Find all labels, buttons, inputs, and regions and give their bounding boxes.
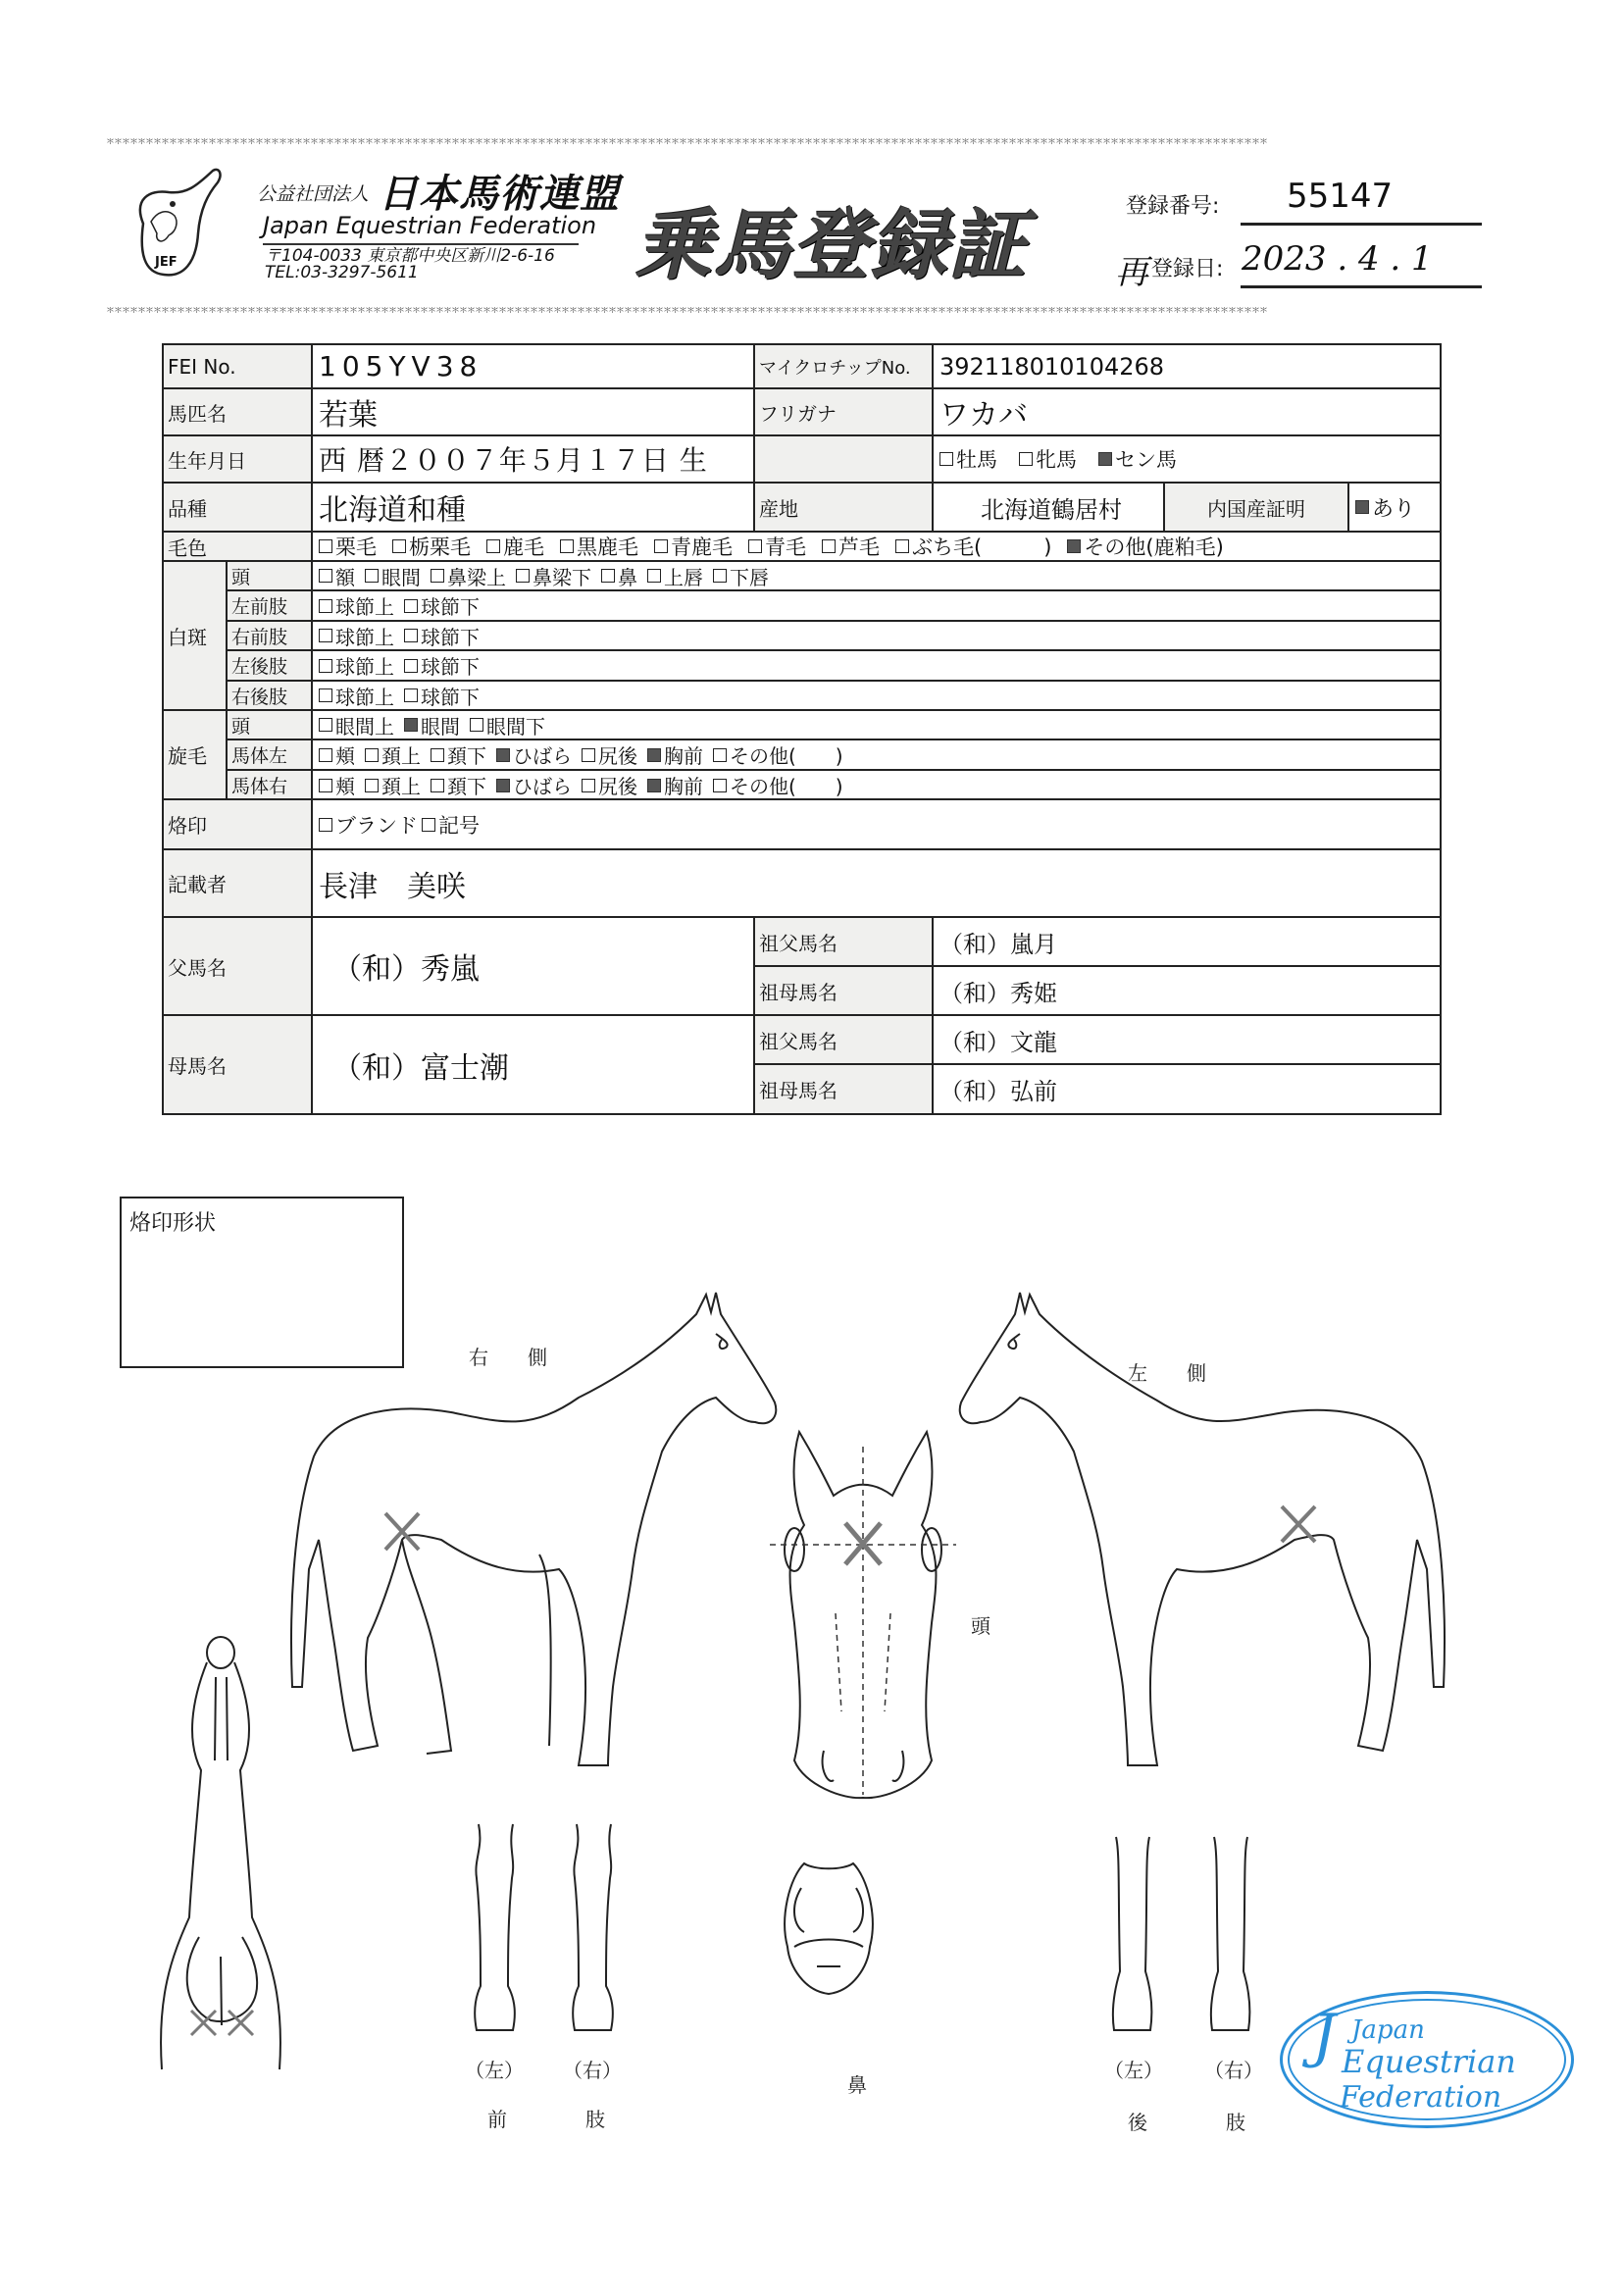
checkbox-icon[interactable] (319, 629, 332, 642)
foreleg-right-label: （右） (563, 2059, 622, 2082)
checkbox-icon[interactable] (516, 569, 530, 583)
brand-option-list (319, 810, 483, 840)
checkbox-icon[interactable] (404, 599, 418, 613)
white-mark-option[interactable] (365, 562, 421, 590)
checkbox-icon[interactable] (496, 748, 510, 762)
recorder-label: 記載者 (162, 848, 313, 918)
sire-granddam: （和）秀姫 (932, 965, 1442, 1016)
white-mark-row (311, 680, 1442, 711)
domestic-cert-value: あり (1372, 496, 1416, 522)
white-mark-option[interactable] (319, 622, 394, 650)
white-mark-option[interactable] (404, 622, 480, 650)
brand-shape-label: 烙印形状 (129, 1211, 217, 1236)
white-mark-row (311, 649, 1442, 682)
hindleg-left-label: （左） (1104, 2059, 1163, 2082)
white-mark-part-label: 頭 (226, 560, 313, 591)
coat-option[interactable] (654, 532, 733, 561)
dam-grandsire-label: 祖父馬名 (753, 1014, 934, 1065)
checkbox-icon[interactable] (319, 818, 332, 832)
stamp-big-j: J (1312, 2002, 1337, 2070)
sire-name: （和）秀嵐 (311, 916, 755, 1016)
sex-option[interactable] (1098, 444, 1177, 474)
birth-date-label: 生年月日 (162, 434, 313, 484)
microchip-number: 392118010104268 (932, 343, 1442, 389)
whorl-option[interactable] (365, 771, 421, 799)
checkbox-icon[interactable] (431, 748, 444, 762)
white-mark-option[interactable] (431, 562, 506, 590)
hindleg-right-label: （右） (1204, 2059, 1263, 2082)
white-mark-option-label: 球節下 (421, 655, 480, 679)
white-mark-option[interactable] (713, 562, 769, 590)
right-side-label: 右 側 (469, 1346, 547, 1369)
coat-option-label: ぶち毛( ) (912, 535, 1052, 559)
re-registration-mark: 再 (1115, 253, 1148, 292)
white-mark-option-label: 鼻 (618, 565, 637, 589)
furigana-label: フリガナ (753, 387, 934, 436)
forelegs-diagram-icon (469, 1819, 626, 2045)
checkbox-icon[interactable] (713, 779, 727, 792)
brand-option[interactable] (422, 810, 480, 840)
document-title: 乗馬登録証 (635, 202, 1029, 290)
whorl-option-label: その他( ) (730, 744, 843, 768)
white-mark-option-label: 下唇 (730, 565, 769, 589)
domestic-cert-checkbox[interactable] (1355, 500, 1369, 514)
brand-label: 烙印 (162, 798, 313, 850)
coat-option[interactable] (822, 532, 880, 561)
checkbox-icon[interactable] (654, 539, 668, 553)
registration-date-label: 登録日: (1151, 257, 1224, 281)
white-mark-part-label: 左前肢 (226, 589, 313, 622)
checkbox-icon[interactable] (939, 452, 953, 466)
checkbox-icon[interactable] (365, 779, 379, 792)
whorl-option[interactable] (470, 711, 545, 739)
whorl-option[interactable] (431, 771, 486, 799)
org-tel: TEL:03-3297-5611 (265, 263, 419, 282)
checkbox-icon[interactable] (1098, 452, 1112, 466)
domestic-cert (1347, 482, 1442, 533)
dam-granddam-label: 祖母馬名 (753, 1063, 934, 1115)
coat-color-options (311, 531, 1442, 562)
whorls-label: 旋毛 (162, 709, 228, 800)
whorl-option-label: 胸前 (664, 775, 703, 798)
origin-label: 産地 (753, 482, 934, 533)
coat-option[interactable] (560, 532, 638, 561)
white-mark-option[interactable] (601, 562, 637, 590)
checkbox-icon[interactable] (748, 539, 762, 553)
jef-stamp (1280, 1991, 1574, 2128)
white-mark-row (311, 560, 1442, 591)
white-mark-row (311, 589, 1442, 622)
whorl-option-label: 頬 (335, 775, 355, 798)
logo-text: JEF (155, 255, 178, 270)
white-mark-option[interactable] (319, 682, 394, 710)
checkbox-icon[interactable] (431, 779, 444, 792)
whorl-option[interactable] (582, 771, 637, 799)
checkbox-icon[interactable] (582, 779, 595, 792)
checkbox-icon[interactable] (1019, 452, 1033, 466)
checkbox-icon[interactable] (822, 539, 836, 553)
whorl-option[interactable] (582, 740, 637, 769)
white-mark-option-label: 球節下 (421, 685, 480, 709)
white-mark-option-label: 眼間 (381, 565, 421, 589)
whorl-row (311, 739, 1442, 771)
sire-grandsire-label: 祖父馬名 (753, 916, 934, 967)
white-mark-option-label: 球節上 (335, 595, 394, 619)
horse-name: 若葉 (311, 387, 755, 436)
checkbox-icon[interactable] (319, 718, 332, 732)
white-marks-label: 白斑 (162, 560, 228, 711)
coat-option-label: 栗毛 (335, 535, 377, 559)
decorative-border-bottom: ＊＊＊＊＊＊＊＊＊＊＊＊＊＊＊＊＊＊＊＊＊＊＊＊＊＊＊＊＊＊＊＊＊＊＊＊＊＊＊＊＊＊＊＊＊＊＊＊＊＊＊＊＊＊＊＊＊＊＊＊＊＊＊＊＊＊＊＊＊＊＊＊＊＊＊＊＊＊＊＊＊＊＊＊＊＊＊＊＊＊＊＊＊＊＊＊＊＊＊＊＊＊＊＊＊＊＊＊＊＊＊＊＊＊＊＊＊＊＊＊＊＊＊＊＊＊＊＊＊＊＊＊＊＊＊＊＊＊＊＊＊＊＊＊＊＊＊＊ (106, 307, 1268, 315)
checkbox-icon[interactable] (404, 629, 418, 642)
white-mark-option[interactable] (319, 651, 394, 680)
white-mark-row (311, 620, 1442, 651)
white-mark-option[interactable] (516, 562, 591, 590)
fei-number: 105YV38 (311, 343, 755, 389)
checkbox-icon[interactable] (647, 569, 661, 583)
stamp-line-1: Japan (1351, 2015, 1425, 2045)
hindleg-caption-1: 後 (1128, 2111, 1147, 2134)
fei-label: FEI No. (162, 343, 313, 389)
breed-label: 品種 (162, 482, 313, 533)
whorl-option-label: ひばら (513, 775, 572, 798)
whorl-option-label: 頚下 (447, 744, 486, 768)
sire-granddam-label: 祖母馬名 (753, 965, 934, 1016)
checkbox-icon[interactable] (647, 748, 661, 762)
whorl-row (311, 769, 1442, 801)
checkbox-icon[interactable] (431, 569, 444, 583)
horse-rear-view-diagram-icon (152, 1633, 309, 2084)
stamp-line-3: Federation (1340, 2080, 1502, 2115)
whorl-part-label: 馬体右 (226, 769, 313, 801)
registration-number-underline (1241, 223, 1482, 226)
whorl-option[interactable] (319, 771, 355, 799)
brand-option-label: 記号 (438, 813, 480, 838)
head-front-diagram-icon (765, 1427, 961, 1800)
birth-date: 西 暦２００７年５月１７日 生 (311, 434, 755, 484)
white-mark-option-label: 球節下 (421, 595, 480, 619)
coat-option-list (319, 532, 1240, 561)
white-mark-option-label: 鼻梁下 (533, 565, 591, 589)
whorl-option-label: 尻後 (598, 775, 637, 798)
registration-date-underline (1241, 285, 1482, 288)
coat-option[interactable] (392, 532, 471, 561)
white-mark-option-label: 球節上 (335, 625, 394, 649)
whorl-option-label: 尻後 (598, 744, 637, 768)
sex-option-label: 牝馬 (1036, 448, 1077, 472)
registration-date: 2023 . 4 . 1 (1242, 239, 1433, 279)
checkbox-icon[interactable] (404, 718, 418, 732)
head-label: 頭 (971, 1614, 990, 1638)
sex-option[interactable] (939, 444, 997, 474)
sire-label: 父馬名 (162, 916, 313, 1016)
foreleg-caption-2: 肢 (585, 2108, 605, 2131)
sire-grandsire: （和）嵐月 (932, 916, 1442, 967)
domestic-cert-label: 内国産証明 (1163, 482, 1349, 533)
white-mark-option[interactable] (404, 682, 480, 710)
jef-logo (129, 165, 228, 282)
white-mark-option[interactable] (404, 591, 480, 620)
dam-name: （和）富士潮 (311, 1014, 755, 1115)
checkbox-icon[interactable] (1067, 539, 1081, 553)
checkbox-icon[interactable] (319, 688, 332, 702)
whorl-option[interactable] (319, 711, 394, 739)
whorl-option[interactable] (713, 740, 843, 769)
coat-option-label: 鹿毛 (503, 535, 544, 559)
whorl-option-label: 眼間下 (486, 714, 545, 739)
nose-label: 鼻 (847, 2073, 867, 2097)
whorl-option-label: 眼間上 (335, 714, 394, 739)
checkbox-icon[interactable] (496, 779, 510, 792)
checkbox-icon[interactable] (470, 718, 483, 732)
coat-option-label: 青毛 (765, 535, 806, 559)
checkbox-icon[interactable] (647, 779, 661, 792)
whorl-option[interactable] (713, 771, 843, 799)
brand-options (311, 798, 1442, 850)
sex-options (932, 434, 1442, 484)
whorl-option[interactable] (647, 771, 703, 799)
furigana: ワカバ (932, 387, 1442, 436)
foreleg-left-label: （左） (465, 2059, 524, 2082)
sex-option-label: 牡馬 (956, 448, 997, 472)
white-mark-option-label: 鼻梁上 (447, 565, 506, 589)
saddle-logo-icon (129, 165, 228, 282)
checkbox-icon[interactable] (319, 748, 332, 762)
white-mark-option-label: 上唇 (664, 565, 703, 589)
checkbox-icon[interactable] (713, 569, 727, 583)
coat-option[interactable] (486, 532, 544, 561)
registration-number-label: 登録番号: (1126, 194, 1220, 219)
white-mark-option[interactable] (319, 591, 394, 620)
decorative-border-top: ＊＊＊＊＊＊＊＊＊＊＊＊＊＊＊＊＊＊＊＊＊＊＊＊＊＊＊＊＊＊＊＊＊＊＊＊＊＊＊＊＊＊＊＊＊＊＊＊＊＊＊＊＊＊＊＊＊＊＊＊＊＊＊＊＊＊＊＊＊＊＊＊＊＊＊＊＊＊＊＊＊＊＊＊＊＊＊＊＊＊＊＊＊＊＊＊＊＊＊＊＊＊＊＊＊＊＊＊＊＊＊＊＊＊＊＊＊＊＊＊＊＊＊＊＊＊＊＊＊＊＊＊＊＊＊＊＊＊＊＊＊＊＊＊＊＊＊＊ (106, 138, 1268, 146)
coat-option[interactable] (748, 532, 806, 561)
whorl-option[interactable] (319, 740, 355, 769)
whorl-option-label: その他( ) (730, 775, 843, 798)
hindlegs-diagram-icon (1106, 1834, 1263, 2040)
coat-option[interactable] (319, 532, 377, 561)
org-name-en: Japan Equestrian Federation (263, 212, 597, 239)
white-mark-part-label: 右後肢 (226, 680, 313, 711)
whorl-option-label: ひばら (513, 744, 572, 768)
stamp-line-2: Equestrian (1342, 2043, 1516, 2080)
checkbox-icon[interactable] (582, 748, 595, 762)
checkbox-icon[interactable] (486, 539, 500, 553)
whorl-option[interactable] (647, 740, 703, 769)
checkbox-icon[interactable] (392, 539, 406, 553)
sex-label-cell (753, 434, 934, 484)
checkbox-icon[interactable] (365, 569, 379, 583)
hindleg-caption-2: 肢 (1226, 2111, 1245, 2134)
recorder-name: 長津 美咲 (311, 848, 1442, 918)
dam-label: 母馬名 (162, 1014, 313, 1115)
whorl-option[interactable] (496, 740, 572, 769)
white-mark-part-label: 左後肢 (226, 649, 313, 682)
microchip-label: マイクロチップNo. (753, 343, 934, 389)
sex-option-list (939, 444, 1198, 474)
coat-option-label: 黒鹿毛 (577, 535, 638, 559)
sex-option-label: セン馬 (1115, 448, 1177, 472)
white-mark-option[interactable] (404, 651, 480, 680)
whorl-option[interactable] (404, 711, 460, 739)
org-prefix: 公益社団法人 (257, 183, 370, 205)
sex-option[interactable] (1019, 444, 1077, 474)
checkbox-icon[interactable] (319, 659, 332, 673)
brand-option[interactable] (319, 810, 418, 840)
checkbox-icon[interactable] (319, 599, 332, 613)
foreleg-caption-1: 前 (487, 2108, 507, 2131)
whorl-option-label: 胸前 (664, 744, 703, 768)
coat-option[interactable] (895, 532, 1051, 561)
whorl-part-label: 頭 (226, 709, 313, 740)
checkbox-icon[interactable] (560, 539, 574, 553)
checkbox-icon[interactable] (404, 659, 418, 673)
checkbox-icon[interactable] (713, 748, 727, 762)
checkbox-icon[interactable] (895, 539, 909, 553)
coat-option-label: 青鹿毛 (671, 535, 733, 559)
coat-option-label: 芦毛 (838, 535, 880, 559)
white-mark-option-label: 球節上 (335, 685, 394, 709)
checkbox-icon[interactable] (319, 539, 332, 553)
left-side-label: 左 側 (1128, 1361, 1206, 1385)
brand-option-label: ブランド (335, 813, 418, 838)
nose-diagram-icon (780, 1859, 878, 1996)
checkbox-icon[interactable] (319, 779, 332, 792)
checkbox-icon[interactable] (365, 748, 379, 762)
checkbox-icon[interactable] (422, 818, 435, 832)
whorl-option[interactable] (365, 740, 421, 769)
whorl-option-label: 頚上 (381, 744, 421, 768)
checkbox-icon[interactable] (319, 569, 332, 583)
whorl-option-label: 眼間 (421, 714, 460, 739)
whorl-option[interactable] (496, 771, 572, 799)
whorl-option-label: 頚下 (447, 775, 486, 798)
coat-option[interactable] (1067, 532, 1223, 561)
whorl-part-label: 馬体左 (226, 739, 313, 771)
whorl-row (311, 709, 1442, 740)
dam-grandsire: （和）文龍 (932, 1014, 1442, 1065)
white-mark-option-label: 球節上 (335, 655, 394, 679)
registration-number: 55147 (1287, 177, 1394, 216)
white-mark-option-label: 額 (335, 565, 355, 589)
whorl-option-label: 頚上 (381, 775, 421, 798)
white-mark-option[interactable] (647, 562, 703, 590)
whorl-option-label: 頬 (335, 744, 355, 768)
white-mark-option-label: 球節下 (421, 625, 480, 649)
org-name-jp: 日本馬術連盟 (379, 172, 620, 217)
white-mark-part-label: 右前肢 (226, 620, 313, 651)
origin: 北海道鶴居村 (932, 482, 1165, 533)
breed: 北海道和種 (311, 482, 755, 533)
dam-granddam: （和）弘前 (932, 1063, 1442, 1115)
coat-option-label: その他(鹿粕毛) (1084, 535, 1224, 559)
whorl-option[interactable] (431, 740, 486, 769)
white-mark-option[interactable] (319, 562, 355, 590)
checkbox-icon[interactable] (601, 569, 615, 583)
org-divider (263, 243, 579, 245)
checkbox-icon[interactable] (404, 688, 418, 702)
org-address: 〒104-0033 東京都中央区新川2-6-16 (265, 246, 555, 266)
horse-name-label: 馬匹名 (162, 387, 313, 436)
coat-color-label: 毛色 (162, 531, 313, 562)
coat-option-label: 栃栗毛 (409, 535, 471, 559)
